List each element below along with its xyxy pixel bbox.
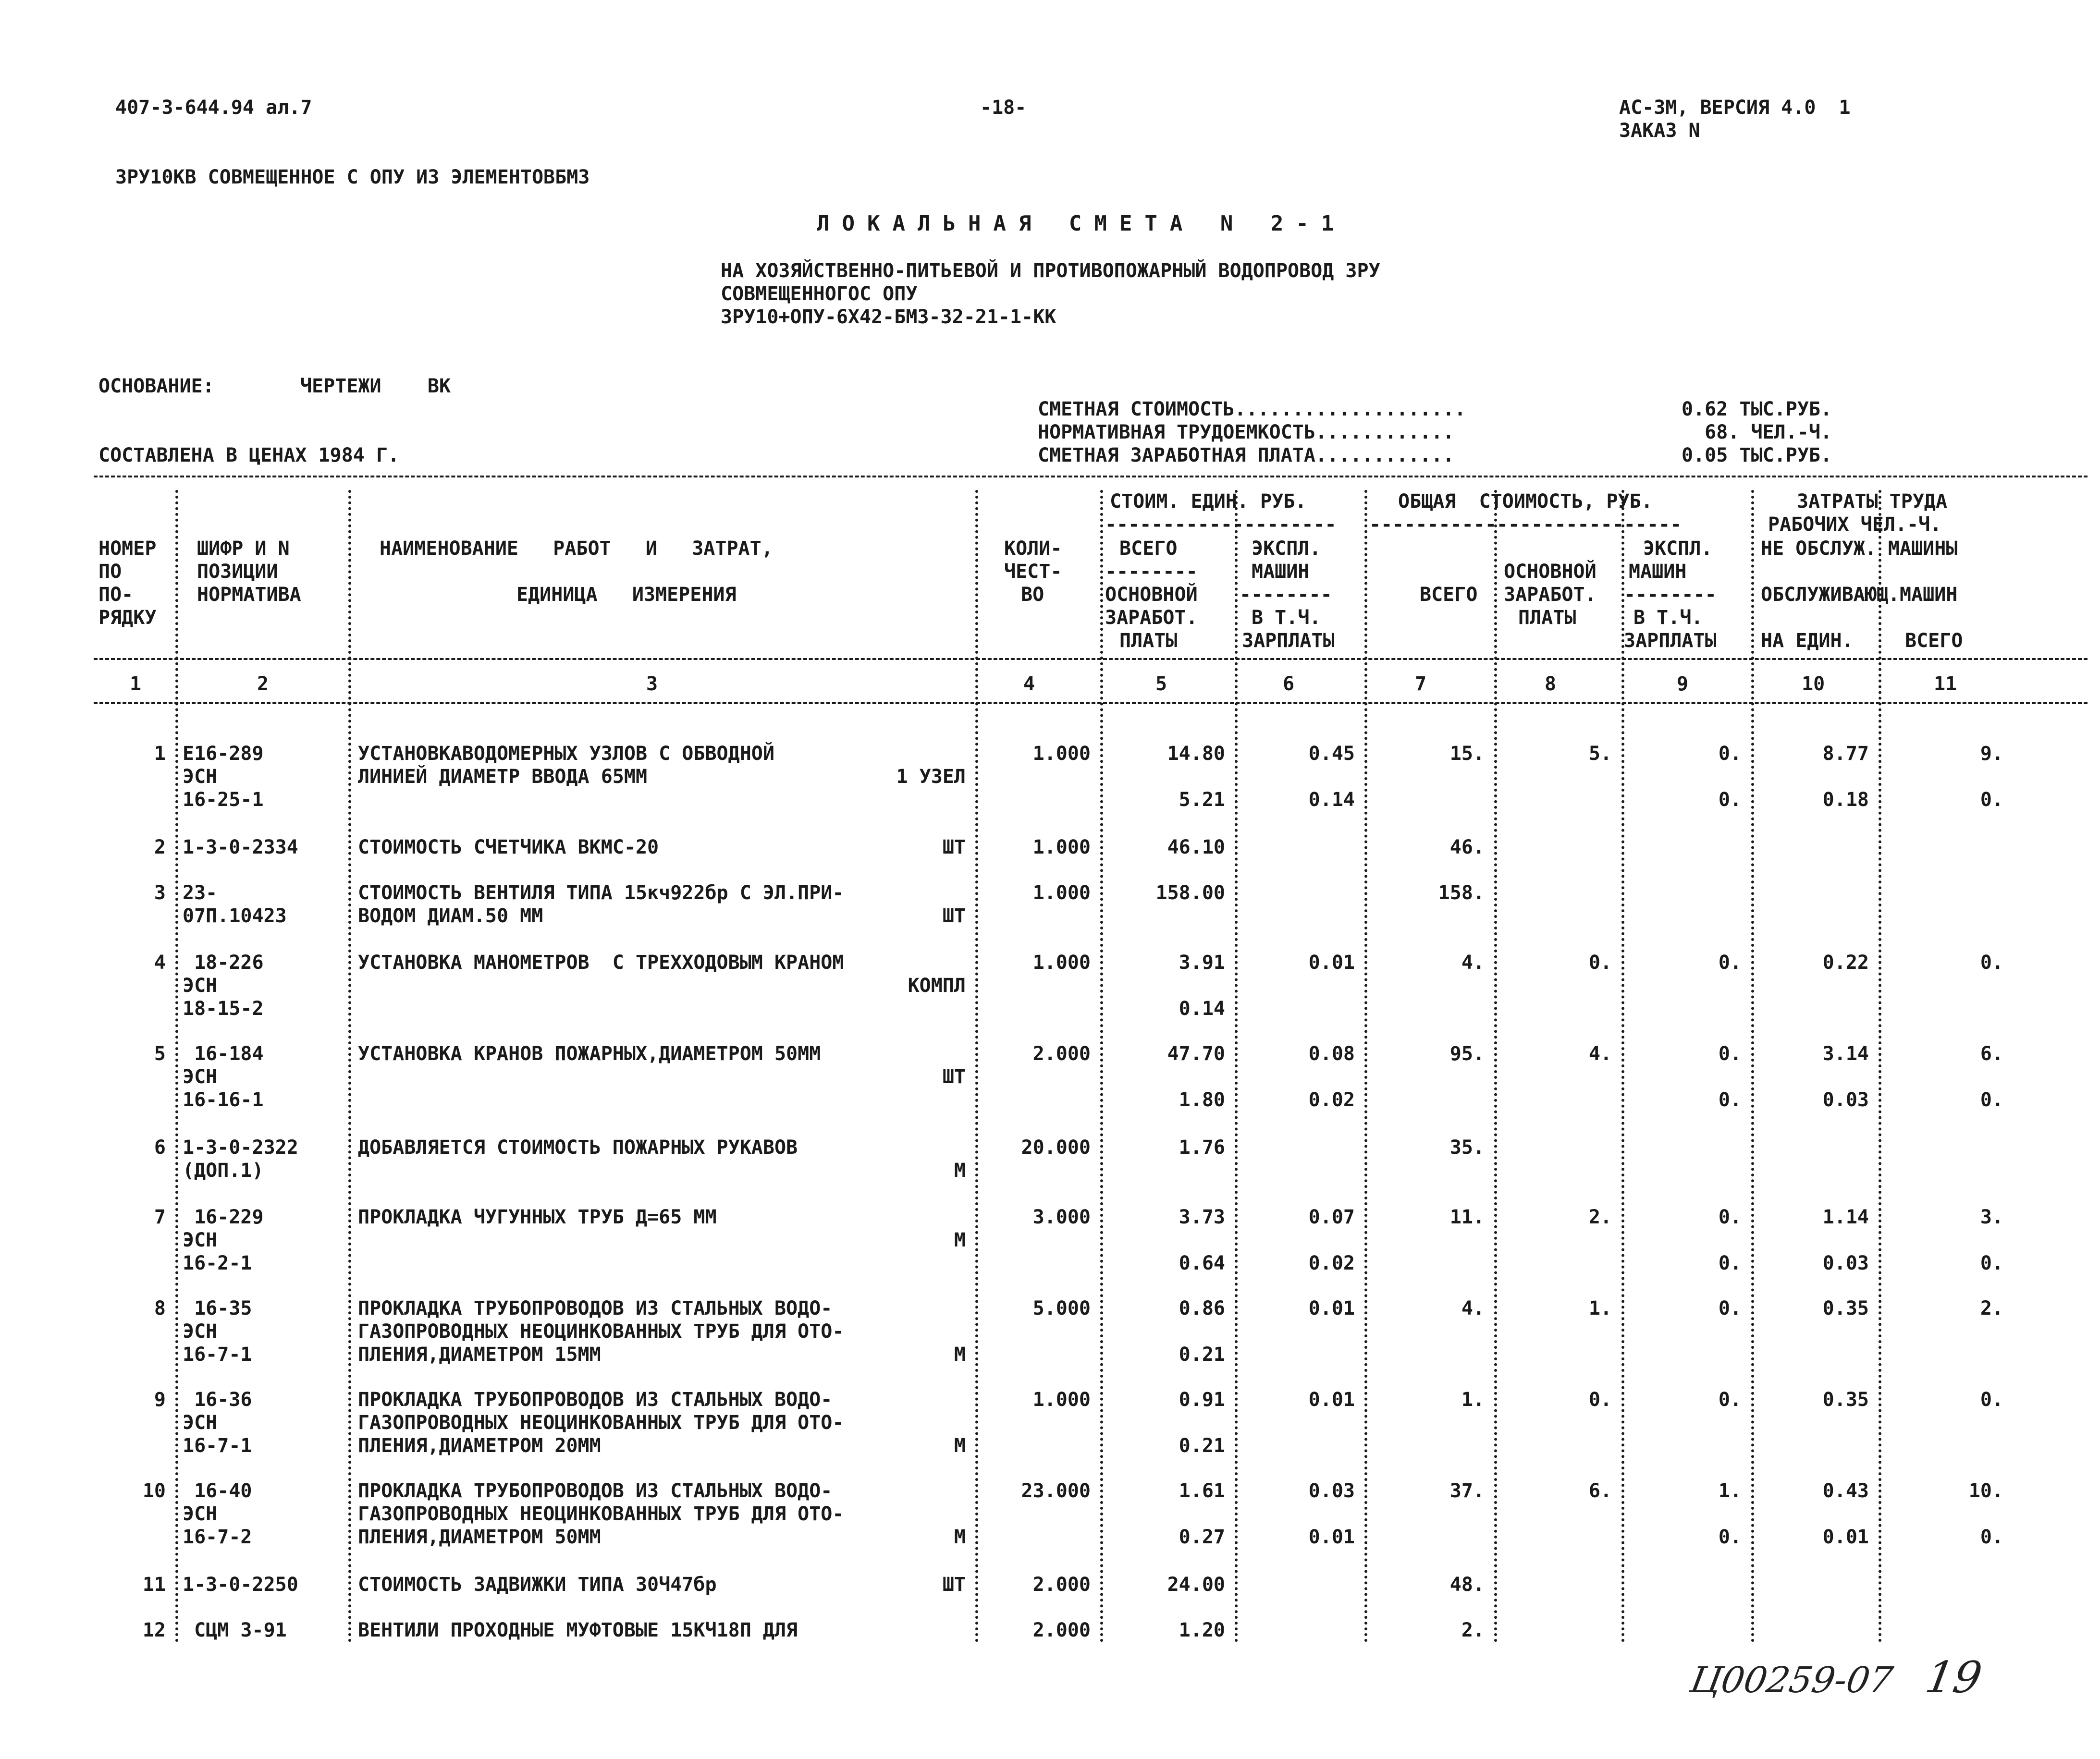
- unit-cost-group-rule: --------------------: [1105, 513, 1337, 536]
- col4-h2: ВО: [1021, 584, 1044, 606]
- number-row-rule: [94, 702, 2088, 704]
- unit-cost-total: 24.00: [1167, 1574, 1225, 1596]
- work-name: ДОБАВЛЯЕТСЯ СТОИМОСТЬ ПОЖАРНЫХ РУКАВОВ: [358, 1136, 798, 1159]
- col10-served: ОБСЛУЖИВАЮЩ.МАШИН: [1761, 584, 1958, 606]
- col10-unserved: НЕ ОБСЛУЖ. МАШИНЫ: [1761, 537, 1958, 560]
- unit-of-measure: ШТ: [942, 1066, 966, 1088]
- summary-labor-value: 68. ЧЕЛ.-Ч.: [1682, 421, 1832, 443]
- labor-total-machines: 0.: [1980, 1526, 2003, 1548]
- column-separator: [1364, 490, 1367, 1643]
- col5-h2: ОСНОВНОЙ: [1105, 584, 1198, 606]
- quantity: 2.000: [1032, 1574, 1091, 1596]
- col7-header: ВСЕГО: [1420, 584, 1478, 606]
- col10-header: НА ЕДИН.: [1761, 630, 1854, 652]
- col8-h2: ПЛАТЫ: [1518, 607, 1576, 629]
- norm-code: 16-229: [183, 1206, 264, 1228]
- col8-h1: ЗАРАБОТ.: [1504, 584, 1596, 606]
- quantity: 1.000: [1032, 743, 1091, 765]
- unit-cost-wage: 5.21: [1179, 789, 1225, 811]
- unit-of-measure: КОМПЛ: [908, 975, 966, 997]
- column-separator: [1879, 490, 1881, 1643]
- work-name: ПРОКЛАДКА ТРУБОПРОВОДОВ ИЗ СТАЛЬНЫХ ВОДО-: [358, 1480, 833, 1502]
- quantity: 2.000: [1032, 1043, 1091, 1065]
- norm-code: 1-3-0-2250: [183, 1574, 298, 1596]
- price-base: СОСТАВЛЕНА В ЦЕНАХ 1984 Г.: [98, 444, 400, 466]
- colnum-5: 5: [1155, 673, 1167, 695]
- column-separator: [1100, 490, 1103, 1643]
- col3-unit-header: ЕДИНИЦА ИЗМЕРЕНИЯ: [516, 584, 737, 606]
- colnum-4: 4: [1023, 673, 1035, 695]
- row-number: 9: [154, 1389, 166, 1411]
- work-name: ВОДОМ ДИАМ.50 ММ: [358, 905, 543, 927]
- unit-cost-total: 3.73: [1179, 1206, 1225, 1228]
- norm-code: 16-40: [183, 1480, 252, 1502]
- norm-code: 23-: [183, 882, 218, 904]
- col9-h0: ЭКСПЛ.: [1643, 537, 1713, 560]
- total-cost: 4.: [1461, 1297, 1485, 1319]
- total-wage: 2.: [1588, 1206, 1612, 1228]
- unit-cost-total: 0.86: [1179, 1297, 1225, 1319]
- unit-cost-wage: 0.27: [1179, 1526, 1225, 1548]
- row-number: 6: [154, 1136, 166, 1159]
- labor-per-unit: 8.77: [1822, 743, 1869, 765]
- quantity: 5.000: [1032, 1297, 1091, 1319]
- title-line-2: СОВМЕЩЕННОГОС ОПУ: [721, 283, 918, 305]
- unit-cost-total: 1.20: [1179, 1619, 1225, 1641]
- unit-cost-total: 3.91: [1179, 952, 1225, 974]
- object-name: ЗРУ10КВ СОВМЕЩЕННОЕ С ОПУ ИЗ ЭЛЕМЕНТОВБМЗ: [115, 166, 590, 188]
- col4-h1: ЧЕСТ-: [1004, 561, 1062, 583]
- norm-code: 16-7-1: [183, 1435, 252, 1457]
- unit-cost-machines: 0.07: [1308, 1206, 1355, 1228]
- order-number: ЗАКАЗ N: [1619, 120, 1700, 142]
- column-separator: [1751, 490, 1754, 1643]
- col5-h4: ПЛАТЫ: [1119, 630, 1178, 652]
- unit-cost-wage: 0.14: [1179, 998, 1225, 1020]
- work-name: УСТАНОВКА КРАНОВ ПОЖАРНЫХ,ДИАМЕТРОМ 50ММ: [358, 1043, 821, 1065]
- unit-of-measure: ШТ: [942, 905, 966, 927]
- row-number: 3: [154, 882, 166, 904]
- norm-code: 16-35: [183, 1297, 252, 1319]
- col9-h3: В Т.Ч.: [1633, 607, 1703, 629]
- work-name: ГАЗОПРОВОДНЫХ НЕОЦИНКОВАННЫХ ТРУБ ДЛЯ ОТО-: [358, 1412, 844, 1434]
- total-machines: 0.: [1718, 743, 1742, 765]
- unit-cost-machine-wage: 0.02: [1308, 1252, 1355, 1274]
- unit-cost-total: 1.61: [1179, 1480, 1225, 1502]
- basis-label: ОСНОВАНИЕ:: [98, 375, 214, 397]
- labor-total: 6.: [1980, 1043, 2003, 1065]
- total-machine-wage: 0.: [1718, 1089, 1742, 1111]
- work-name: ЛИНИЕЙ ДИАМЕТР ВВОДА 65ММ: [358, 766, 648, 788]
- total-wage: 0.: [1588, 952, 1612, 974]
- labor-per-unit-machines: 0.01: [1822, 1526, 1869, 1548]
- total-machines: 0.: [1718, 1389, 1742, 1411]
- total-cost: 46.: [1449, 836, 1485, 858]
- norm-code: ЭСН: [183, 1412, 218, 1434]
- total-cost: 95.: [1449, 1043, 1485, 1065]
- total-machine-wage: 0.: [1718, 789, 1742, 811]
- work-name: ВЕНТИЛИ ПРОХОДНЫЕ МУФТОВЫЕ 15КЧ18П ДЛЯ: [358, 1619, 798, 1641]
- norm-code: 16-36: [183, 1389, 252, 1411]
- total-wage: 4.: [1588, 1043, 1612, 1065]
- col4-h0: КОЛИ-: [1004, 537, 1062, 560]
- colnum-3: 3: [646, 673, 658, 695]
- row-number: 8: [154, 1297, 166, 1319]
- document-code: 407-3-644.94 ал.7: [115, 97, 312, 119]
- norm-code: 18-15-2: [183, 998, 264, 1020]
- labor-total-machines: 0.: [1980, 1089, 2003, 1111]
- total-cost: 4.: [1461, 952, 1485, 974]
- norm-code: 1-3-0-2334: [183, 836, 298, 858]
- norm-code: ЭСН: [183, 1229, 218, 1251]
- work-name: ПРОКЛАДКА ТРУБОПРОВОДОВ ИЗ СТАЛЬНЫХ ВОДО-: [358, 1297, 833, 1319]
- unit-of-measure: ШТ: [942, 836, 966, 858]
- labor-per-unit: 0.35: [1822, 1297, 1869, 1319]
- col1-h2: ПО-: [98, 584, 134, 606]
- norm-code: 18-226: [183, 952, 264, 974]
- colnum-1: 1: [130, 673, 142, 695]
- total-machines: 0.: [1718, 1297, 1742, 1319]
- col6-h2: --------: [1240, 584, 1332, 606]
- unit-cost-machines: 0.01: [1308, 1389, 1355, 1411]
- col5-h0: ВСЕГО: [1119, 537, 1178, 560]
- labor-per-unit: 3.14: [1822, 1043, 1869, 1065]
- summary-wage-label: СМЕТНАЯ ЗАРАБОТНАЯ ПЛАТА............: [1038, 444, 1454, 466]
- unit-of-measure: М: [954, 1229, 966, 1251]
- work-name: ПЛЕНИЯ,ДИАМЕТРОМ 15ММ: [358, 1344, 601, 1366]
- norm-code: 16-2-1: [183, 1252, 252, 1274]
- column-separator: [975, 490, 978, 1643]
- colnum-8: 8: [1545, 673, 1557, 695]
- quantity: 1.000: [1032, 952, 1091, 974]
- stamp-code: Ц00259-07: [1687, 1660, 1896, 1701]
- labor-per-unit: 0.43: [1822, 1480, 1869, 1502]
- labor-total-machines: 0.: [1980, 789, 2003, 811]
- col3-header: НАИМЕНОВАНИЕ РАБОТ И ЗАТРАТ,: [380, 537, 773, 560]
- col9-h2: --------: [1624, 584, 1717, 606]
- norm-code: ЭСН: [183, 1503, 218, 1525]
- labor-per-unit: 0.35: [1822, 1389, 1869, 1411]
- total-machines: 0.: [1718, 1206, 1742, 1228]
- row-number: 1: [154, 743, 166, 765]
- labor-total-machines: 0.: [1980, 1252, 2003, 1274]
- unit-cost-wage: 1.80: [1179, 1089, 1225, 1111]
- norm-code: ЭСН: [183, 1066, 218, 1088]
- col8-h0: ОСНОВНОЙ: [1504, 561, 1596, 583]
- total-wage: 6.: [1588, 1480, 1612, 1502]
- row-number: 5: [154, 1043, 166, 1065]
- col6-h3: В Т.Ч.: [1252, 607, 1321, 629]
- unit-of-measure: М: [954, 1160, 966, 1182]
- quantity: 1.000: [1032, 1389, 1091, 1411]
- row-number: 12: [142, 1619, 166, 1641]
- labor-per-unit: 1.14: [1822, 1206, 1869, 1228]
- total-machine-wage: 0.: [1718, 1252, 1742, 1274]
- col2-h2: НОРМАТИВА: [197, 584, 301, 606]
- colnum-6: 6: [1283, 673, 1295, 695]
- estimate-title: ЛОКАЛЬНАЯ СМЕТА N 2-1: [817, 211, 1347, 236]
- title-line-3: ЗРУ10+ОПУ-6Х42-БМЗ-32-21-1-КК: [721, 306, 1056, 328]
- quantity: 23.000: [1021, 1480, 1091, 1502]
- total-machines: 0.: [1718, 1043, 1742, 1065]
- total-machines: 0.: [1718, 952, 1742, 974]
- col1-h3: РЯДКУ: [98, 607, 157, 629]
- norm-code: (ДОП.1): [183, 1160, 264, 1182]
- unit-of-measure: М: [954, 1526, 966, 1548]
- labor-total: 3.: [1980, 1206, 2003, 1228]
- labor-per-unit-machines: 0.03: [1822, 1252, 1869, 1274]
- summary-labor-label: НОРМАТИВНАЯ ТРУДОЕМКОСТЬ............: [1038, 421, 1454, 443]
- work-name: УСТАНОВКАВОДОМЕРНЫХ УЗЛОВ С ОБВОДНОЙ: [358, 743, 774, 765]
- labor-total: 9.: [1980, 743, 2003, 765]
- total-cost: 48.: [1449, 1574, 1485, 1596]
- col6-h0: ЭКСПЛ.: [1252, 537, 1321, 560]
- unit-cost-wage: 0.21: [1179, 1435, 1225, 1457]
- work-name: ПЛЕНИЯ,ДИАМЕТРОМ 50ММ: [358, 1526, 601, 1548]
- total-wage: 0.: [1588, 1389, 1612, 1411]
- col9-h1: МАШИН: [1629, 561, 1687, 583]
- unit-cost-machines: 0.01: [1308, 952, 1355, 974]
- unit-of-measure: М: [954, 1435, 966, 1457]
- labor-per-unit-machines: 0.03: [1822, 1089, 1869, 1111]
- labor-total: 0.: [1980, 952, 2003, 974]
- stamp-sheet-number: 19: [1921, 1652, 1986, 1703]
- total-machine-wage: 0.: [1718, 1526, 1742, 1548]
- work-name: ГАЗОПРОВОДНЫХ НЕОЦИНКОВАННЫХ ТРУБ ДЛЯ ОТО-: [358, 1320, 844, 1343]
- basis-value: ЧЕРТЕЖИ ВК: [300, 375, 451, 397]
- table-top-rule: [94, 476, 2088, 477]
- norm-code: 1-3-0-2322: [183, 1136, 298, 1159]
- total-cost: 15.: [1449, 743, 1485, 765]
- labor-per-unit-machines: 0.18: [1822, 789, 1869, 811]
- work-name: СТОИМОСТЬ ВЕНТИЛЯ ТИПА 15кч922бр С ЭЛ.ПРИ-: [358, 882, 844, 904]
- work-name: ПРОКЛАДКА ТРУБОПРОВОДОВ ИЗ СТАЛЬНЫХ ВОДО-: [358, 1389, 833, 1411]
- norm-code: 16-184: [183, 1043, 264, 1065]
- quantity: 3.000: [1032, 1206, 1091, 1228]
- norm-code: 16-25-1: [183, 789, 264, 811]
- work-name: СТОИМОСТЬ СЧЕТЧИКА ВКМС-20: [358, 836, 659, 858]
- labor-total: 0.: [1980, 1389, 2003, 1411]
- page-number: -18-: [980, 97, 1027, 119]
- norm-code: 16-7-1: [183, 1344, 252, 1366]
- labor-per-unit: 0.22: [1822, 952, 1869, 974]
- total-cost-group: ОБЩАЯ СТОИМОСТЬ, РУБ.: [1398, 490, 1653, 513]
- norm-code: ЭСН: [183, 766, 218, 788]
- total-cost: 35.: [1449, 1136, 1485, 1159]
- total-cost: 11.: [1449, 1206, 1485, 1228]
- labor-group-1: РАБОЧИХ ЧЕЛ.-Ч.: [1768, 513, 1942, 536]
- col6-h1: МАШИН: [1252, 561, 1310, 583]
- unit-cost-machines: 0.01: [1308, 1297, 1355, 1319]
- labor-total: 10.: [1968, 1480, 2003, 1502]
- total-cost: 37.: [1449, 1480, 1485, 1502]
- row-number: 10: [142, 1480, 166, 1502]
- norm-code: ЭСН: [183, 1320, 218, 1343]
- unit-cost-machines: 0.45: [1308, 743, 1355, 765]
- colnum-10: 10: [1802, 673, 1825, 695]
- total-cost-group-rule: ---------------------------: [1369, 513, 1682, 536]
- colnum-9: 9: [1677, 673, 1689, 695]
- unit-cost-total: 46.10: [1167, 836, 1225, 858]
- work-name: ГАЗОПРОВОДНЫХ НЕОЦИНКОВАННЫХ ТРУБ ДЛЯ ОТО-: [358, 1503, 844, 1525]
- work-name: УСТАНОВКА МАНОМЕТРОВ С ТРЕХХОДОВЫМ КРАНОМ: [358, 952, 844, 974]
- column-separator: [1494, 490, 1497, 1643]
- work-name: ПЛЕНИЯ,ДИАМЕТРОМ 20ММ: [358, 1435, 601, 1457]
- col5-h1: --------: [1105, 561, 1198, 583]
- labor-group-0: ЗАТРАТЫ ТРУДА: [1797, 490, 1948, 513]
- summary-cost-label: СМЕТНАЯ СТОИМОСТЬ....................: [1038, 398, 1466, 420]
- col9-h4: ЗАРПЛАТЫ: [1624, 630, 1717, 652]
- unit-cost-machines: 0.08: [1308, 1043, 1355, 1065]
- norm-code: 16-7-2: [183, 1526, 252, 1548]
- norm-code: 16-16-1: [183, 1089, 264, 1111]
- unit-cost-machines: 0.03: [1308, 1480, 1355, 1502]
- unit-of-measure: 1 УЗЕЛ: [896, 766, 966, 788]
- col11-header: ВСЕГО: [1905, 630, 1963, 652]
- row-number: 4: [154, 952, 166, 974]
- work-name: ПРОКЛАДКА ЧУГУННЫХ ТРУБ Д=65 ММ: [358, 1206, 717, 1228]
- unit-cost-total: 0.91: [1179, 1389, 1225, 1411]
- column-separator: [348, 490, 351, 1643]
- title-line-1: НА ХОЗЯЙСТВЕННО-ПИТЬЕВОЙ И ПРОТИВОПОЖАРНЫЙ ВОДОПРОВОД ЗРУ: [721, 260, 1380, 282]
- colnum-2: 2: [257, 673, 269, 695]
- unit-of-measure: М: [954, 1344, 966, 1366]
- summary-cost-value: 0.62 ТЫС.РУБ.: [1682, 398, 1832, 420]
- col1-h1: ПО: [98, 561, 122, 583]
- norm-code: СЦМ 3-91: [183, 1619, 287, 1641]
- quantity: 1.000: [1032, 882, 1091, 904]
- column-separator: [175, 490, 178, 1643]
- system-version: АС-3М, ВЕРСИЯ 4.0 1: [1619, 97, 1851, 119]
- col1-h0: НОМЕР: [98, 537, 157, 560]
- summary-wage-value: 0.05 ТЫС.РУБ.: [1682, 444, 1832, 466]
- colnum-7: 7: [1415, 673, 1427, 695]
- total-machines: 1.: [1718, 1480, 1742, 1502]
- work-name: СТОИМОСТЬ ЗАДВИЖКИ ТИПА 30Ч47бр: [358, 1574, 717, 1596]
- colnum-11: 11: [1934, 673, 1957, 695]
- header-bottom-rule: [94, 658, 2088, 660]
- handwritten-stamp: [1687, 1652, 1986, 1703]
- unit-cost-total: 47.70: [1167, 1043, 1225, 1065]
- unit-cost-machine-wage: 0.02: [1308, 1089, 1355, 1111]
- labor-total: 2.: [1980, 1297, 2003, 1319]
- total-cost: 2.: [1461, 1619, 1485, 1641]
- col2-h1: ПОЗИЦИИ: [197, 561, 278, 583]
- total-wage: 1.: [1588, 1297, 1612, 1319]
- norm-code: Е16-289: [183, 743, 264, 765]
- total-wage: 5.: [1588, 743, 1612, 765]
- unit-of-measure: ШТ: [942, 1574, 966, 1596]
- unit-cost-total: 158.00: [1155, 882, 1225, 904]
- col2-h0: ШИФР И N: [197, 537, 290, 560]
- column-separator: [1621, 490, 1624, 1643]
- unit-cost-wage: 0.21: [1179, 1344, 1225, 1366]
- col6-h4: ЗАРПЛАТЫ: [1242, 630, 1335, 652]
- row-number: 2: [154, 836, 166, 858]
- unit-cost-group: СТОИМ. ЕДИН. РУБ.: [1110, 490, 1307, 513]
- total-cost: 1.: [1461, 1389, 1485, 1411]
- row-number: 11: [142, 1574, 166, 1596]
- column-separator: [1235, 490, 1238, 1643]
- quantity: 20.000: [1021, 1136, 1091, 1159]
- unit-cost-wage: 0.64: [1179, 1252, 1225, 1274]
- norm-code: ЭСН: [183, 975, 218, 997]
- total-cost: 158.: [1438, 882, 1485, 904]
- norm-code: 07П.10423: [183, 905, 287, 927]
- quantity: 2.000: [1032, 1619, 1091, 1641]
- unit-cost-total: 14.80: [1167, 743, 1225, 765]
- unit-cost-machine-wage: 0.14: [1308, 789, 1355, 811]
- quantity: 1.000: [1032, 836, 1091, 858]
- row-number: 7: [154, 1206, 166, 1228]
- col5-h3: ЗАРАБОТ.: [1105, 607, 1198, 629]
- unit-cost-machine-wage: 0.01: [1308, 1526, 1355, 1548]
- unit-cost-total: 1.76: [1179, 1136, 1225, 1159]
